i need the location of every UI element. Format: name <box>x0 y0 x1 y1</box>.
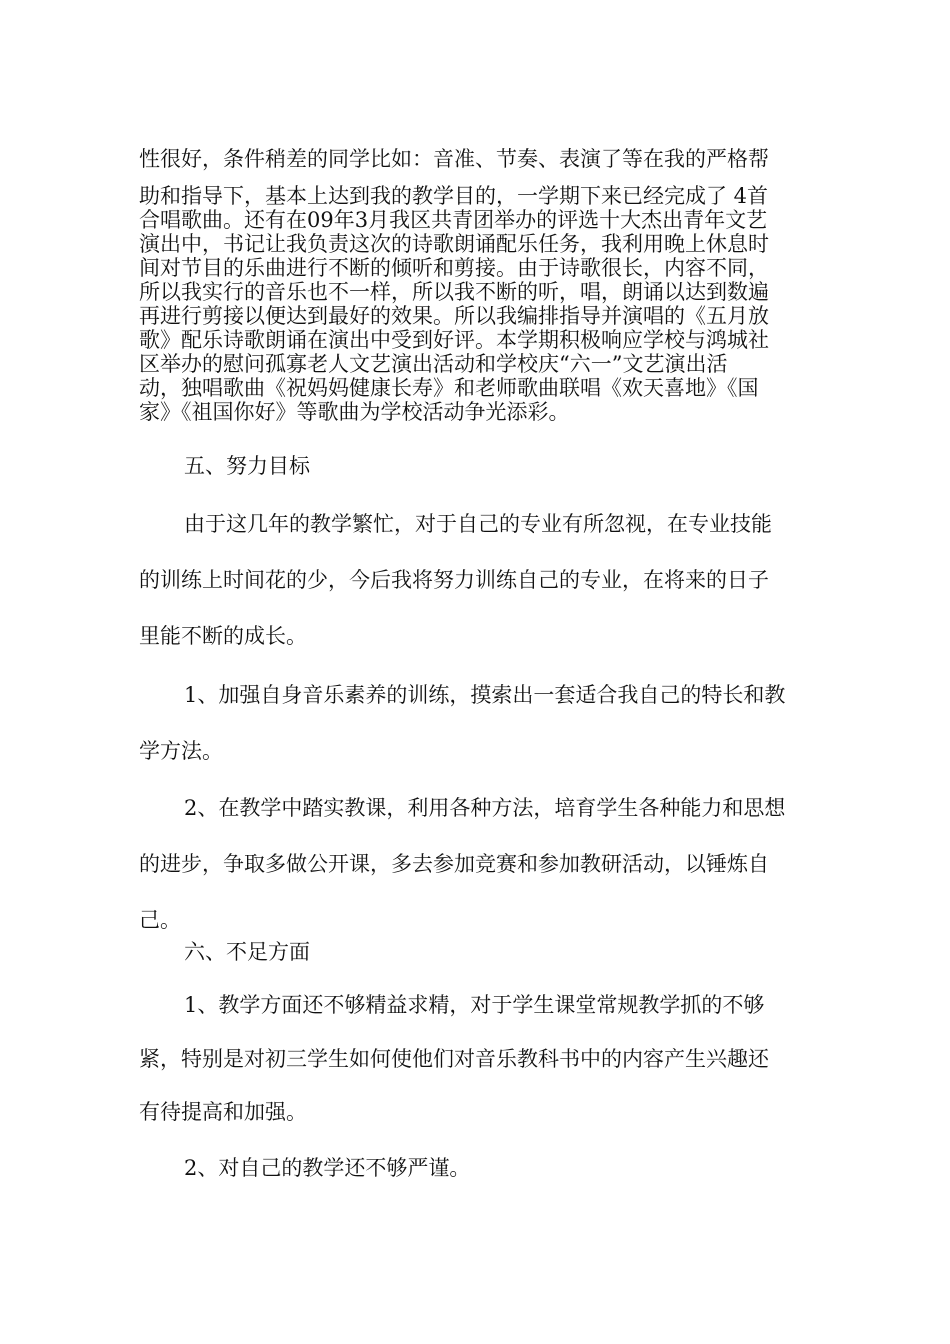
paragraph-line: 所以我实行的音乐也不一样，所以我不断的听，唱，朗诵以达到数遍 <box>139 280 769 304</box>
list-item-line: 2、在教学中踏实教课，利用各种方法，培育学生各种能力和思想 <box>184 796 786 820</box>
paragraph-line: 歌》配乐诗歌朗诵在演出中受到好评。本学期积极响应学校与鸿城社 <box>139 328 769 352</box>
list-item-line: 己。 <box>139 908 181 932</box>
paragraph-line: 的训练上时间花的少，今后我将努力训练自己的专业，在将来的日子 <box>139 568 769 592</box>
list-item-line: 2、对自己的教学还不够严谨。 <box>184 1156 471 1180</box>
list-item-line: 学方法。 <box>139 739 223 763</box>
section-heading-shortcomings: 六、不足方面 <box>184 940 310 964</box>
paragraph-line: 演出中，书记让我负责这次的诗歌朗诵配乐任务，我利用晚上休息时 <box>139 232 769 256</box>
paragraph-line: 里能不断的成长。 <box>139 624 307 648</box>
list-item-line: 1、加强自身音乐素养的训练，摸索出一套适合我自己的特长和教 <box>184 683 786 707</box>
paragraph-line: 助和指导下，基本上达到我的教学目的，一学期下来已经完成了 4首 <box>139 184 769 208</box>
paragraph-line: 性很好，条件稍差的同学比如：音准、节奏、表演了等在我的严格帮 <box>139 147 769 171</box>
list-item-line: 有待提高和加强。 <box>139 1100 307 1124</box>
paragraph-line: 区举办的慰问孤寡老人文艺演出活动和学校庆“六一”文艺演出活 <box>139 352 728 376</box>
paragraph-line: 动，独唱歌曲《祝妈妈健康长寿》和老师歌曲联唱《欢天喜地》《国 <box>139 376 759 400</box>
list-item-line: 紧，特别是对初三学生如何使他们对音乐教科书中的内容产生兴趣还 <box>139 1047 769 1071</box>
paragraph-line: 由于这几年的教学繁忙，对于自己的专业有所忽视，在专业技能 <box>184 512 772 536</box>
list-item-line: 的进步，争取多做公开课，多去参加竞赛和参加教研活动，以锤炼自 <box>139 852 769 876</box>
paragraph-line: 家》《祖国你好》等歌曲为学校活动争光添彩。 <box>139 400 570 424</box>
paragraph-line: 再进行剪接以便达到最好的效果。所以我编排指导并演唱的《五月放 <box>139 304 769 328</box>
list-item-line: 1、教学方面还不够精益求精，对于学生课堂常规教学抓的不够 <box>184 993 765 1017</box>
paragraph-line: 合唱歌曲。还有在09年3月我区共青团举办的评选十大杰出青年文艺 <box>139 208 768 232</box>
paragraph-line: 间对节目的乐曲进行不断的倾听和剪接。由于诗歌很长，内容不同， <box>139 256 769 280</box>
section-heading-goals: 五、努力目标 <box>184 454 310 478</box>
